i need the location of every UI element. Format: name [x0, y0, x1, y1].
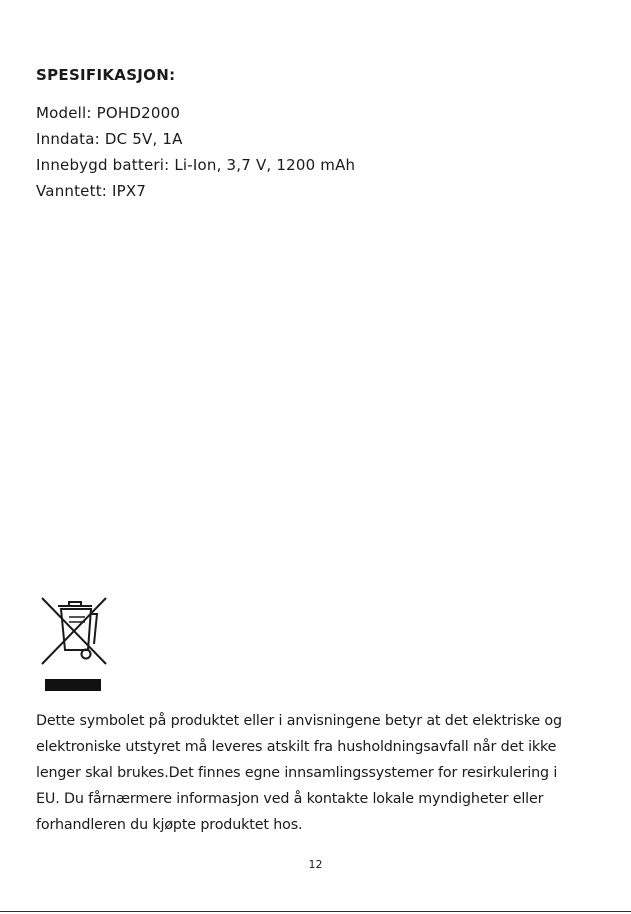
- spec-model: Modell: POHD2000: [36, 104, 181, 122]
- weee-notice: [36, 708, 596, 838]
- notice-line: EU. Du fårnærmere informasjon ved å kontakte lokale myndigheter eller: [36, 791, 544, 807]
- crossed-out-wheelie-bin-icon: [36, 592, 114, 694]
- spec-list: [36, 100, 355, 204]
- weee-symbol: [36, 592, 114, 694]
- notice-line: lenger skal brukes.Det finnes egne innsamlingssystemer for resirkulering i: [36, 765, 558, 781]
- notice-line: forhandleren du kjøpte produktet hos.: [36, 817, 303, 833]
- page-bottom-rule: [0, 911, 631, 912]
- spec-heading: SPESIFIKASJON:: [36, 66, 176, 84]
- page-number: 12: [308, 858, 323, 871]
- spec-battery: Innebygd batteri: Li-Ion, 3,7 V, 1200 mAh: [36, 156, 356, 174]
- notice-line: elektroniske utstyret må leveres atskilt fra husholdningsavfall når det ikke: [36, 739, 557, 755]
- spec-waterproof: Vanntett: IPX7: [36, 182, 147, 200]
- notice-line: Dette symbolet på produktet eller i anvisningene betyr at det elektriske og: [36, 713, 562, 729]
- spec-input: Inndata: DC 5V, 1A: [36, 130, 183, 148]
